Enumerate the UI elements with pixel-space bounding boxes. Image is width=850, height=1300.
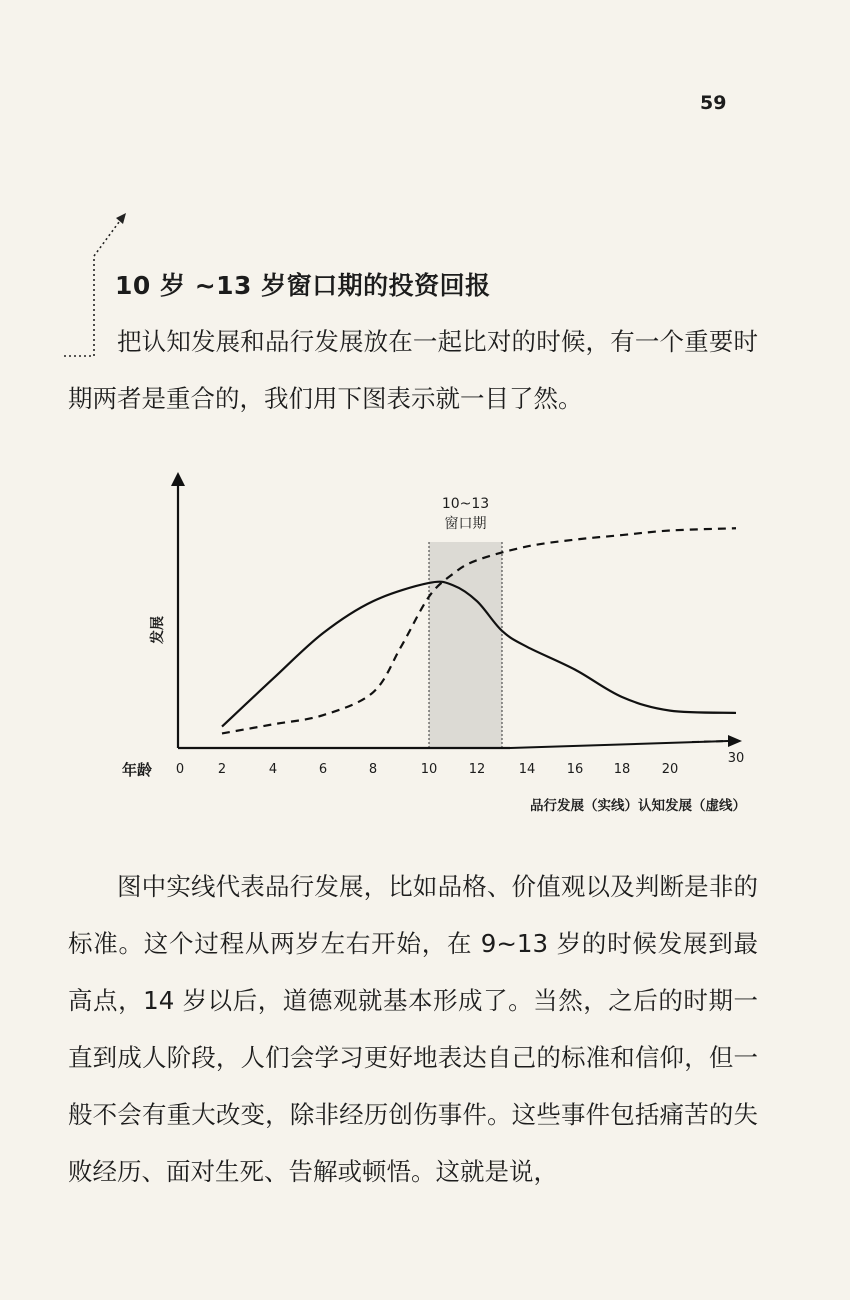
y-axis-label: 发展 <box>150 616 166 644</box>
x-tick-label: 18 <box>613 762 631 777</box>
chart-caption: 品行发展（实线）认知发展（虚线） <box>530 798 746 814</box>
development-chart <box>110 470 760 820</box>
x-axis-label: 年龄 <box>122 761 153 779</box>
y-axis-arrow <box>171 472 185 486</box>
paragraph-intro: 把认知发展和品行发展放在一起比对的时候，有一个重要时期两者是重合的，我们用下图表示就一目了然。 <box>68 327 758 413</box>
x-tick-label: 10 <box>420 762 438 777</box>
x-tick-label: 16 <box>566 762 584 777</box>
x-tick-label: 20 <box>661 762 679 777</box>
x-tick-label: 12 <box>468 762 486 777</box>
page-number: 59 <box>700 92 727 114</box>
x-tick-label: 30 <box>727 751 745 766</box>
window-band-group <box>429 542 502 748</box>
x-axis-arrow <box>728 735 742 747</box>
x-tick-label: 2 <box>217 762 227 777</box>
paragraph-explanation: 图中实线代表品行发展，比如品格、价值观以及判断是非的标准。这个过程从两岁左右开始，在 9~13 岁的时候发展到最高点，14 岁以后，道德观就基本形成了。当然，之后的时期一直到成人阶段，人们会学习更好地表达自己的标准和信仰，但一般不会有重大改变，除非经历创伤事件。这些事件包括痛苦的失败经历、面对生死、告解或顿悟。这就是说， <box>68 872 758 1186</box>
x-tick-label: 14 <box>518 762 536 777</box>
window-label-line2: 窗口期 <box>444 516 487 532</box>
window-label-line1: 10~13 <box>441 496 490 512</box>
x-tick-label: 0 <box>175 762 185 777</box>
x-tick-label: 4 <box>268 762 278 777</box>
section-title: 10 岁 ~13 岁窗口期的投资回报 <box>115 271 491 300</box>
window-band <box>429 542 502 748</box>
x-tick-label: 6 <box>318 762 328 777</box>
x-tick-label: 8 <box>368 762 378 777</box>
